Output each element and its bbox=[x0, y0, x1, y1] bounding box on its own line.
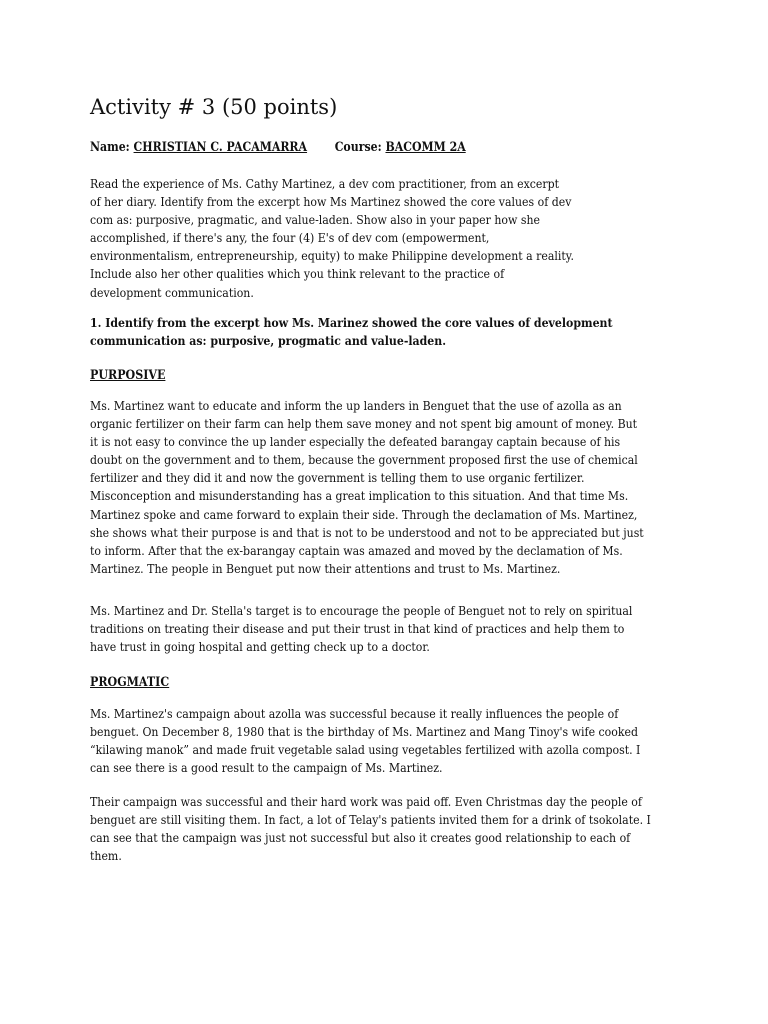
paragraph-line: Ms. Martinez's campaign about azolla was successful because it really influences the people of bbox=[90, 706, 619, 721]
student-name: CHRISTIAN C. PACAMARRA bbox=[133, 139, 308, 154]
question-1 bbox=[90, 314, 670, 350]
question-line: communication as: purposive, progmatic and value-laden. bbox=[90, 333, 447, 349]
paragraph-line: Ms. Martinez and Dr. Stella's target is to encourage the people of Benguet not to rely on spiritual bbox=[90, 603, 633, 618]
question-line: 1. Identify from the excerpt how Ms. Marinez showed the core values of development bbox=[90, 315, 613, 330]
document-title: Activity # 3 (50 points) bbox=[90, 95, 338, 119]
purposive-paragraph-1 bbox=[90, 397, 670, 578]
course-label: Course: bbox=[334, 139, 382, 154]
student-info bbox=[90, 138, 466, 156]
instructions-line: Read the experience of Ms. Cathy Martinez, a dev com practitioner, from an excerpt bbox=[90, 176, 560, 191]
paragraph-line: traditions on treating their disease and put their trust in that kind of practices and help them to bbox=[90, 621, 625, 637]
purposive-paragraph-2 bbox=[90, 602, 670, 656]
paragraph-line: can see that the campaign was just not successful but also it creates good relationship to each of bbox=[90, 830, 631, 846]
instructions-line: Include also her other qualities which you think relevant to the practice of bbox=[90, 266, 505, 282]
paragraph-line: organic fertilizer on their farm can help them save money and not spent big amount of money. But bbox=[90, 416, 638, 432]
name-label: Name: bbox=[90, 139, 130, 154]
paragraph-line: she shows what their purpose is and that is not to be understood and not to be appreciated but just bbox=[90, 524, 644, 540]
paragraph-line: them. bbox=[90, 848, 122, 864]
instructions-line: accomplished, if there's any, the four (4) E's of dev com (empowerment, bbox=[90, 230, 490, 246]
paragraph-line: Martinez. The people in Benguet put now their attentions and trust to Ms. Martinez. bbox=[90, 560, 561, 576]
instructions-line: com as: purposive, pragmatic, and value-laden. Show also in your paper how she bbox=[90, 212, 541, 228]
paragraph-line: doubt on the government and to them, because the government proposed first the use of chemical bbox=[90, 452, 638, 468]
paragraph-line: “kilawing manok” and made fruit vegetable salad using vegetables fertilized with azolla compost. I bbox=[90, 742, 641, 758]
paragraph-line: benguet. On December 8, 1980 that is the birthday of Ms. Martinez and Mang Tinoy's wife cooked bbox=[90, 724, 638, 740]
paragraph-line: Misconception and misunderstanding has a great implication to this situation. And that time Ms. bbox=[90, 488, 629, 504]
progmatic-paragraph-2 bbox=[90, 793, 670, 865]
section-heading-progmatic: PROGMATIC bbox=[90, 674, 170, 689]
instructions-line: of her diary. Identify from the excerpt how Ms Martinez showed the core values of dev bbox=[90, 194, 572, 210]
paragraph-line: it is not easy to convince the up lander especially the defeated barangay captain because of his bbox=[90, 434, 621, 450]
progmatic-paragraph-1 bbox=[90, 705, 670, 777]
paragraph-line: benguet are still visiting them. In fact, a lot of Telay's patients invited them for a drink of tsokolate. I bbox=[90, 812, 651, 828]
paragraph-line: to inform. After that the ex-barangay captain was amazed and moved by the declamation of Ms. bbox=[90, 542, 623, 558]
instructions-line: environmentalism, entrepreneurship, equity) to make Philippine development a reality. bbox=[90, 248, 575, 264]
instructions-paragraph bbox=[90, 175, 670, 302]
paragraph-line: fertilizer and they did it and now the government is telling them to use organic fertilizer. bbox=[90, 470, 585, 486]
paragraph-line: Their campaign was successful and their hard work was paid off. Even Christmas day the people of bbox=[90, 794, 642, 809]
paragraph-line: Martinez spoke and came forward to explain their side. Through the declamation of Ms. Martinez, bbox=[90, 506, 638, 522]
instructions-line: development communication. bbox=[90, 284, 254, 300]
section-heading-purposive: PURPOSIVE bbox=[90, 367, 166, 382]
paragraph-line: can see there is a good result to the campaign of Ms. Martinez. bbox=[90, 760, 443, 776]
paragraph-line: Ms. Martinez want to educate and inform the up landers in Benguet that the use of azolla as an bbox=[90, 398, 622, 413]
paragraph-line: have trust in going hospital and getting check up to a doctor. bbox=[90, 639, 430, 655]
course-value: BACOMM 2A bbox=[385, 139, 466, 154]
